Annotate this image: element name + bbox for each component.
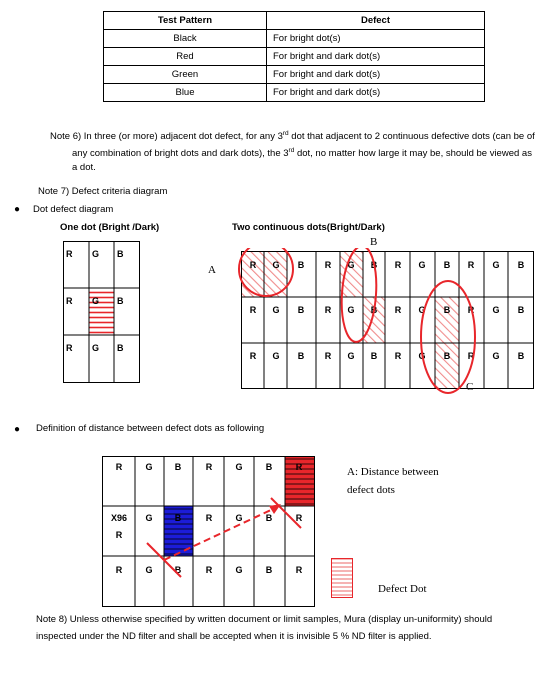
cell-label: G [145, 513, 153, 523]
note-8-line1: Note 8) Unless otherwise specified by written document or limit samples, Mura (display un-uniformity) should [36, 614, 493, 625]
cell-label: B [443, 351, 451, 361]
cell-label: B [443, 260, 451, 270]
cell-label: B [265, 565, 273, 575]
table-row [104, 48, 485, 66]
cell-label: R [205, 462, 213, 472]
cell-label: B [370, 260, 378, 270]
cell-label: G [492, 260, 500, 270]
label-b: B [370, 236, 378, 248]
distance-label-line2: defect dots [347, 484, 395, 496]
cell: For bright and dark dot(s) [267, 48, 485, 66]
distance-grid [101, 455, 317, 611]
cell-label: G [92, 343, 100, 353]
table-row [104, 30, 485, 48]
cell-label: G [418, 351, 426, 361]
bullet-icon: ● [14, 204, 21, 215]
superscript: rd [288, 147, 295, 154]
cell-label: G [235, 513, 243, 523]
defect-dot-hatch [435, 297, 459, 343]
cell-label: G [492, 351, 500, 361]
cell-label: B [517, 260, 525, 270]
cell-label: B [174, 513, 182, 523]
cell-label: G [347, 305, 355, 315]
cell: Blue [104, 84, 267, 102]
cell-label: B [297, 260, 305, 270]
note-6-text: Note 6) In three (or more) adjacent dot defect, for any 3 [50, 131, 283, 143]
label-a: A [208, 264, 216, 276]
table-row [104, 66, 485, 84]
test-pattern-table [103, 11, 485, 102]
col-header-defect: Defect [267, 12, 485, 30]
cell-label: R [66, 249, 73, 259]
defect-dot-hatch [363, 297, 385, 343]
defect-dot-hatch [435, 343, 459, 388]
cell-label: R [467, 305, 475, 315]
cell-label: G [145, 462, 153, 472]
note-7: Note 7) Defect criteria diagram [38, 186, 168, 197]
cell-label: G [145, 565, 153, 575]
cell: For bright and dark dot(s) [267, 66, 485, 84]
cell: For bright and dark dot(s) [267, 84, 485, 102]
cell-label: B [117, 249, 124, 259]
cell-label: G [235, 462, 243, 472]
two-dot-grid [238, 248, 540, 394]
cell-label: R [66, 343, 73, 353]
cell-label: G [272, 351, 280, 361]
cell-label: R [205, 565, 213, 575]
cell-label: B [370, 305, 378, 315]
bullet-dot-defect-diagram: Dot defect diagram [33, 204, 114, 215]
cell: Red [104, 48, 267, 66]
cell-label: G [235, 565, 243, 575]
cell-label: B [117, 296, 124, 306]
cell-label: R [249, 351, 257, 361]
cell-label: R [324, 351, 332, 361]
cell-label: G [272, 305, 280, 315]
cell-label: G [92, 296, 100, 306]
cell-label: R [394, 351, 402, 361]
note-8-line2: inspected under the ND filter and shall be accepted when it is invisible 5 % ND filter is applied. [36, 631, 432, 642]
defect-dot-hatch [340, 251, 363, 297]
one-dot-grid [63, 241, 140, 383]
cell-label: R [295, 462, 303, 472]
cell-label: R [66, 296, 73, 306]
col-header-test-pattern: Test Pattern [104, 12, 267, 30]
cell-label: B [117, 343, 124, 353]
note-6-text: dot that adjacent to 2 continuous defective dots (can be of [288, 131, 535, 143]
note-6-text: any combination of bright dots and dark dots), the 3 [72, 148, 289, 160]
cell-label: G [492, 305, 500, 315]
cell-label: R [249, 260, 257, 270]
one-dot-title: One dot (Bright /Dark) [60, 222, 160, 233]
cell: Green [104, 66, 267, 84]
bullet-icon: ● [14, 424, 21, 435]
cell-label: B [297, 305, 305, 315]
note-6-text: dot, no matter how large it may be, should be viewed as [294, 148, 532, 160]
distance-label-line1: A: Distance between [347, 466, 439, 478]
superscript: rd [282, 130, 289, 137]
note-6-line2 [72, 143, 532, 162]
cell-label: R [115, 462, 123, 472]
cell-label: B [265, 513, 273, 523]
cell-label: R [295, 513, 303, 523]
cell-label: B [517, 305, 525, 315]
cell-label: B [297, 351, 305, 361]
cell-label: R [324, 260, 332, 270]
defect-dot-legend-label: Defect Dot [378, 583, 427, 595]
cell-label: R [205, 513, 213, 523]
note-6-line3: a dot. [72, 162, 96, 173]
cell-label: R [249, 305, 257, 315]
cell-label: B [443, 305, 451, 315]
cell-label: G [92, 249, 100, 259]
cell-label: R [467, 260, 475, 270]
cell-label: B [174, 462, 182, 472]
cell-label: G [418, 305, 426, 315]
cell-label: G [347, 260, 355, 270]
cell-label: G [347, 351, 355, 361]
cell-label: G [418, 260, 426, 270]
cell-label: R [394, 260, 402, 270]
bullet-distance-definition: Definition of distance between defect dots as following [36, 423, 265, 434]
cell-label: B [517, 351, 525, 361]
cell-label: R [467, 351, 475, 361]
label-c: C [466, 381, 474, 393]
table-row [104, 84, 485, 102]
cell-label: G [272, 260, 280, 270]
cell: For bright dot(s) [267, 30, 485, 48]
cell-label: R [394, 305, 402, 315]
cell-label: R [324, 305, 332, 315]
two-dot-title: Two continuous dots(Bright/Dark) [232, 222, 385, 233]
cell-label: R [295, 565, 303, 575]
cell: Black [104, 30, 267, 48]
cell-label: X96 R [110, 513, 128, 540]
cell-label: B [265, 462, 273, 472]
cell-label: B [370, 351, 378, 361]
defect-dot-legend-swatch [331, 558, 353, 598]
cell-label: R [115, 565, 123, 575]
cell-label: B [174, 565, 182, 575]
